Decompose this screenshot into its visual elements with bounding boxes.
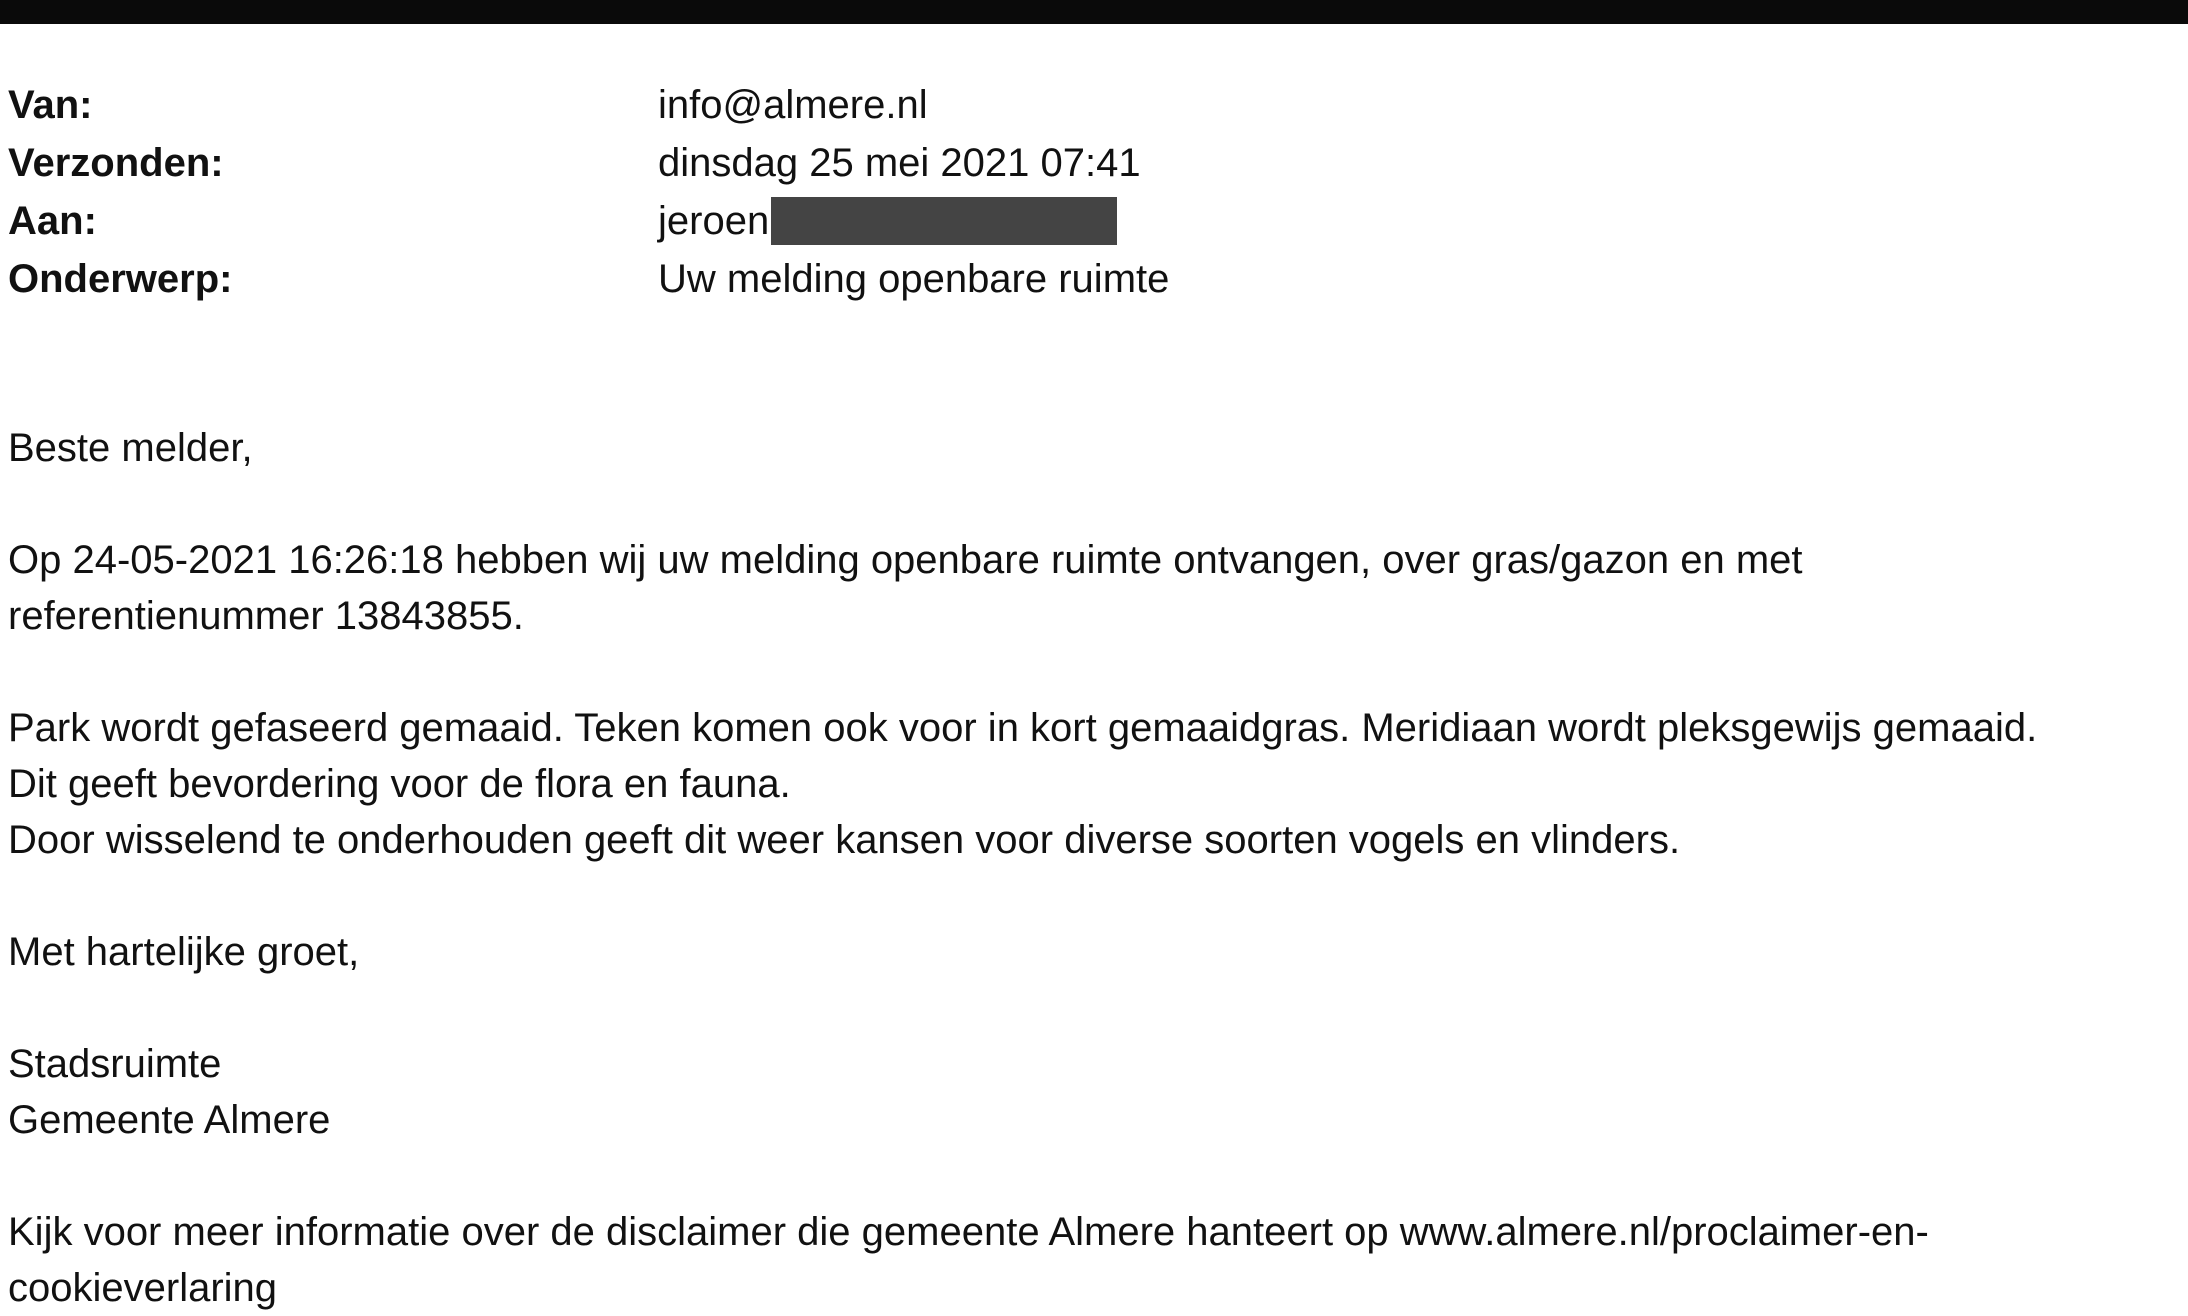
to-label: Aan:: [8, 199, 97, 243]
to-value-wrapper: [658, 192, 1117, 250]
header-row-to: [8, 192, 1169, 250]
sent-label: Verzonden:: [8, 141, 224, 185]
signature-organization: Gemeente Almere: [8, 1098, 331, 1142]
greeting: [8, 420, 2178, 476]
header-row-subject: [8, 250, 1169, 308]
closing-line: Met hartelijke groet,: [8, 930, 360, 974]
paragraph-mowing-line-3: Door wisselend te onderhouden geeft dit weer kansen voor diverse soorten vogels en vlinders.: [8, 818, 1681, 862]
header-divider-rule: [0, 0, 2188, 24]
signature: [8, 1036, 2178, 1148]
subject-label: Onderwerp:: [8, 257, 233, 301]
redaction-block: [771, 197, 1117, 245]
paragraph-mowing-line-2: Dit geeft bevordering voor de flora en fauna.: [8, 762, 791, 806]
from-label: Van:: [8, 83, 93, 127]
email-header-table: [8, 76, 1169, 308]
disclaimer-line-1: Kijk voor meer informatie over de disclaimer die gemeente Almere hanteert op www.almere.nl/proclaimer-en-: [8, 1210, 1929, 1254]
disclaimer-line-2: cookieverlaring: [8, 1266, 278, 1310]
subject-value: Uw melding openbare ruimte: [658, 257, 1170, 301]
paragraph-received-line-1: Op 24-05-2021 16:26:18 hebben wij uw melding openbare ruimte ontvangen, over gras/gazon en met: [8, 538, 1803, 582]
email-body: [8, 420, 2178, 1316]
from-value: info@almere.nl: [658, 83, 928, 127]
closing: [8, 924, 2178, 980]
paragraph-received-line-2: referentienummer 13843855.: [8, 594, 524, 638]
disclaimer: [8, 1204, 2178, 1316]
paragraph-mowing: [8, 700, 2178, 868]
sent-value: dinsdag 25 mei 2021 07:41: [658, 141, 1141, 185]
paragraph-received: [8, 532, 2178, 644]
greeting-line: Beste melder,: [8, 426, 253, 470]
header-row-from: [8, 76, 1169, 134]
signature-department: Stadsruimte: [8, 1042, 222, 1086]
paragraph-mowing-line-1: Park wordt gefaseerd gemaaid. Teken komen ook voor in kort gemaaidgras. Meridiaan wordt pleksgewijs gemaaid.: [8, 706, 2038, 750]
to-value: jeroen: [658, 199, 770, 243]
header-row-sent: [8, 134, 1169, 192]
